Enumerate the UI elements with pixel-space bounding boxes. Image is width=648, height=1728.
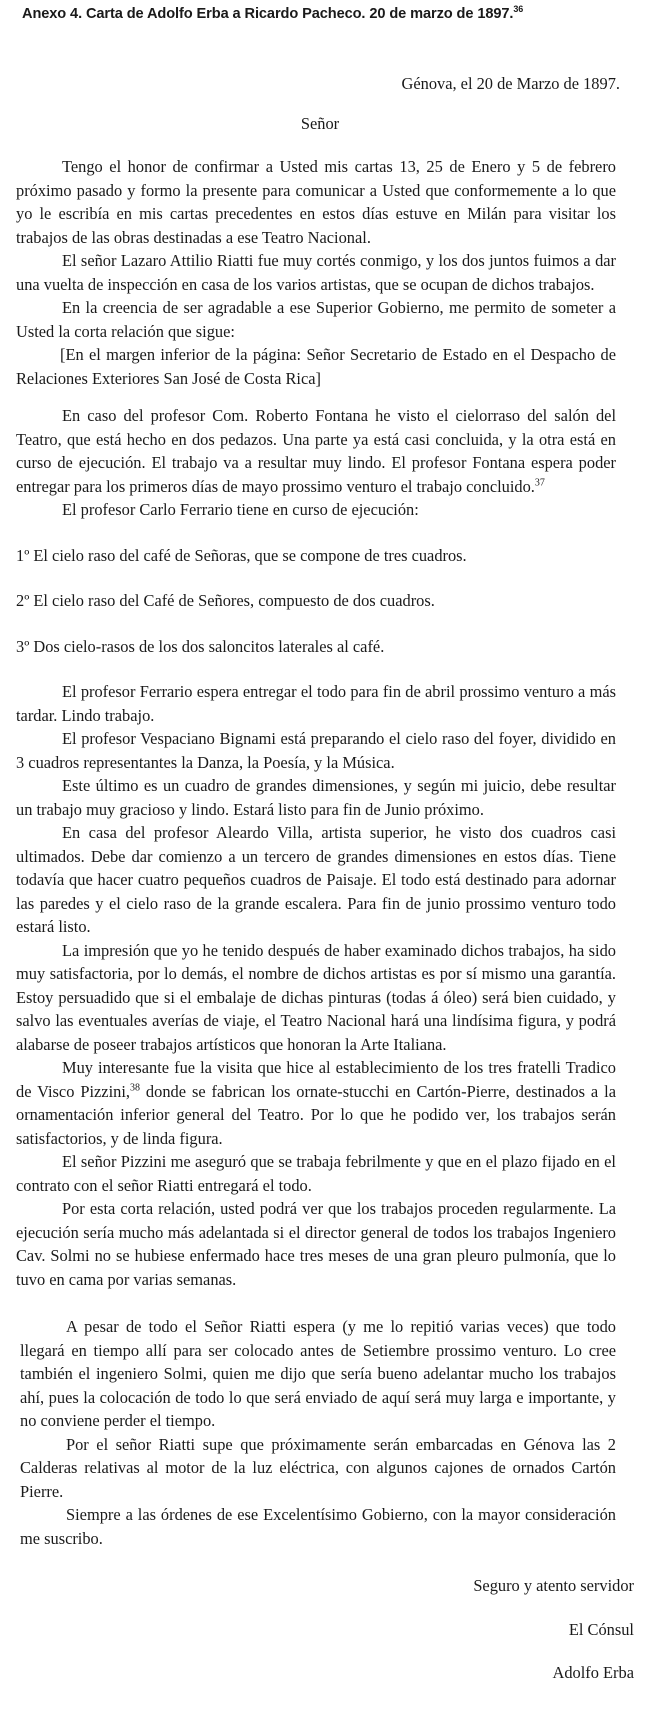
paragraph: Muy interesante fue la visita que hice al establecimiento de los tres fratelli Tradico de Visco Pizzini,$^{38}$ donde se fabrican los ornate-stucchi en Cartón-Pierre, destinados a la ornamentación inferior general del Teatro. Por lo que he podido ver, los trabajos serán satisfactorios, y de linda figura. [16,1058,616,1148]
paragraph: En casa del profesor Aleardo Villa, artista superior, he visto dos cuadros casi ultimados. Debe dar comienzo a un tercero de grandes dimensiones en estos días. Tiene todavía que hacer cuatro pequeños cuadros de Paisaje. El todo está destinado para adornar las paredes y el cielo raso de la grande escalera. Para fin de junio prossimo venturo todo estará listo. [16,823,616,936]
letter-body-part-1 [16,155,634,1291]
paragraph: En la creencia de ser agradable a ese Superior Gobierno, me permito de someter a Usted la corta relación que sigue: [16,298,616,341]
paragraph: El profesor Vespaciano Bignami está preparando el cielo raso del foyer, dividido en 3 cuadros representantes la Danza, la Poesía, y la Música. [16,729,616,772]
paragraph: En caso del profesor Com. Roberto Fontana he visto el cielorraso del salón del Teatro, que está hecho en dos pedazos. Una parte ya está casi concluida, y la otra está en curso de ejecución. El trabajo va a resultar muy lindo. El profesor Fontana espera poder entregar para los primeros días de mayo prossimo venturo el trabajo concluido.$^{37}$ [16,406,616,496]
place-date: Génova, el 20 de Marzo de 1897. [401,74,620,93]
paragraph: Este último es un cuadro de grandes dimensiones, y según mi juicio, debe resultar un trabajo muy gracioso y lindo. Estará listo para fin de Junio próximo. [16,776,616,819]
closing-line: Seguro y atento servidor [473,1576,634,1595]
signature-name: Adolfo Erba [552,1663,634,1682]
paragraph: La impresión que yo he tenido después de haber examinado dichos trabajos, ha sido muy satisfactoria, por lo demás, el nombre de dichos artistas es por sí mismo una garantía. Estoy persuadido que si el embalaje de dichas pinturas (todas á óleo) será bien cuidado, y salvo las eventuales averías de viaje, el Teatro Nacional hará una lindísima figura, y podrá alabarse de poseer trabajos artísticos que honoran la Arte Italiana. [16,940,616,1054]
salutation: Señor [300,113,340,133]
paragraph: El profesor Ferrario espera entregar el todo para fin de abril prossimo venturo a más tardar. Lindo trabajo. [16,682,616,725]
list-item: 3º Dos cielo-rasos de los dos saloncitos laterales al café. [16,636,385,656]
footnote-ref: 37 [534,477,545,489]
paragraph: El señor Pizzini me aseguró que se trabaja febrilmente y que en el plazo fijado en el contrato con el señor Riatti entregará el todo. [16,1152,616,1195]
footnote-ref: 36 [513,4,524,15]
paragraph: Siempre a las órdenes de ese Excelentísimo Gobierno, con la mayor consideración me suscribo. [20,1505,616,1548]
list-item: 2º El cielo raso del Café de Señores, compuesto de dos cuadros. [16,591,435,610]
paragraph: El señor Lazaro Attilio Riatti fue muy cortés conmigo, y los dos juntos fuimos a dar una vuelta de inspección en casa de los varios artistas, que se ocupan de dichos trabajos. [16,251,616,294]
list-item: 1º El cielo raso del café de Señoras, que se compone de tres cuadros. [16,545,467,565]
paragraph: A pesar de todo el Señor Riatti espera (y me lo repitió varias veces) que todo llegará en tiempo allí para ser colocado antes de Setiembre prossimo venturo. Lo cree también el ingeniero Solmi, quien me dijo que sería bueno adelantar mucho los trabajos ahí, pues la colocación de todo lo que será enviado de aquí será muy larga e importante, y no conviene perder el tiempo. [20,1317,616,1430]
document-heading: Anexo 4. Carta de Adolfo Erba a Ricardo Pacheco. 20 de marzo de 1897.36 [22,4,524,22]
footnote-ref: 38 [129,1082,140,1094]
letter-body-part-2 [16,1315,634,1550]
paragraph: El profesor Carlo Ferrario tiene en curso de ejecución: [62,500,419,519]
paragraph: Por esta corta relación, usted podrá ver que los trabajos proceden regularmente. La ejecución sería mucho más adelantada si el director general de todos los trabajos Ingeniero Cav. Solmi no se hubiese enfermado hace tres meses de una gran pleuro pulmonía, que lo tuvo en cama por varias semanas. [16,1199,616,1289]
margin-note: [En el margen inferior de la página: Señor Secretario de Estado en el Despacho de Relaciones Exteriores San José de Costa Rica] [16,345,616,388]
paragraph: Tengo el honor de confirmar a Usted mis cartas 13, 25 de Enero y 5 de febrero próximo pasado y formo la presente para comunicar a Usted que conformemente a lo que yo le escribía en mis cartas precedentes en estos días estuve en Milán para visitar los trabajos de las obras destinadas a ese Teatro Nacional. [16,157,616,247]
signature-title: El Cónsul [568,1619,634,1639]
paragraph: Por el señor Riatti supe que próximamente serán embarcadas en Génova las 2 Calderas relativas al motor de la luz eléctrica, con algunos cajones de ornados Cartón Pierre. [20,1434,616,1501]
